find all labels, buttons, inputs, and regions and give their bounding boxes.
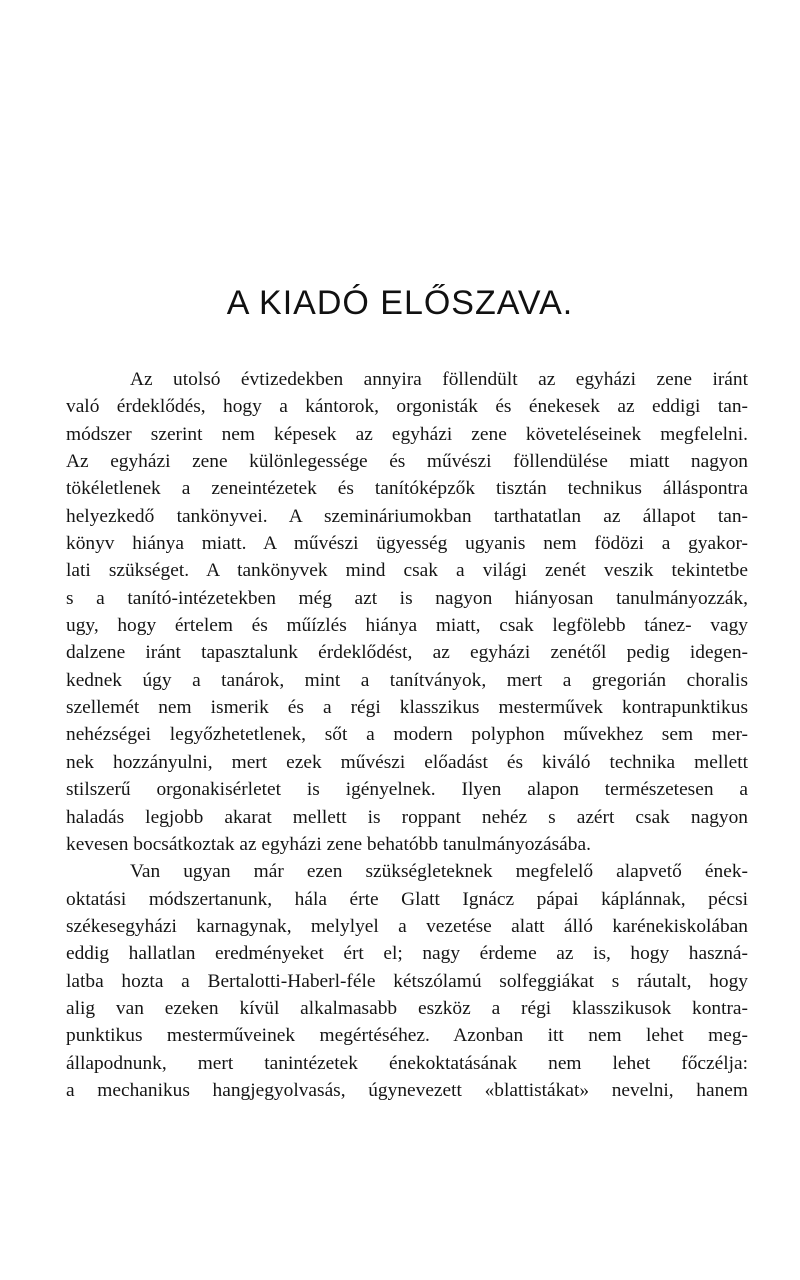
text-line: helyezkedő tankönyvei. A szemináriumokban tarthatatlan az állapot tan- — [66, 505, 748, 527]
text-line: alig van ezeken kívül alkalmasabb eszköz a régi klasszikusok kontra- — [66, 997, 748, 1019]
text-line: a mechanikus hangjegyolvasás, úgynevezett «blattistákat» nevelni, hanem — [66, 1079, 748, 1101]
text-line: kevesen bocsátkoztak az egyházi zene behatóbb tanulmányozásába. — [66, 833, 591, 855]
text-line: szellemét nem ismerik és a régi klasszikus mesterművek kontrapunktikus — [66, 697, 748, 719]
text-line: stilszerű orgonakisérletet is igényelnek. Ilyen alapon természetesen a — [66, 779, 748, 801]
body-text — [66, 366, 748, 1104]
text-line: könyv hiánya miatt. A művészi ügyesség ugyanis nem födözi a gyakor- — [66, 533, 748, 555]
text-line: nehézségei legyőzhetetlenek, sőt a modern polyphon művekhez sem mer- — [66, 724, 748, 746]
text-line: nek hozzányulni, mert ezek művészi előadást és kiváló technika mellett — [66, 751, 748, 773]
text-line: oktatási módszertanunk, hála érte Glatt Ignácz pápai káplánnak, pécsi — [66, 888, 748, 910]
paragraph-2 — [66, 858, 748, 1104]
text-line: állapodnunk, mert tanintézetek énekoktatásának nem lehet főczélja: — [66, 1052, 748, 1074]
text-line: módszer szerint nem képesek az egyházi zene követeléseinek megfelelni. — [66, 423, 748, 445]
text-line: ugy, hogy értelem és műízlés hiánya miatt, csak legfölebb tánez- vagy — [66, 615, 748, 637]
text-line: punktikus mesterműveinek megértéséhez. Azonban itt nem lehet meg- — [66, 1025, 748, 1047]
text-line: Az utolsó évtizedekben annyira föllendült az egyházi zene iránt — [130, 369, 748, 390]
text-line: székesegyházi karnagynak, melylyel a vezetése alatt álló karénekiskolában — [66, 915, 748, 937]
text-line: való érdeklődés, hogy a kántorok, orgonisták és énekesek az eddigi tan- — [66, 396, 748, 418]
text-line: kednek úgy a tanárok, mint a tanítványok, mert a gregorián choralis — [66, 669, 748, 691]
paragraph-1 — [66, 366, 748, 858]
text-line: latba hozta a Bertalotti-Haberl-féle kétszólamú solfeggiákat s ráutalt, hogy — [66, 970, 748, 992]
text-line: eddig hallatlan eredményeket ért el; nagy érdeme az is, hogy haszná- — [66, 943, 748, 965]
page-title: A KIADÓ ELŐSZAVA. — [226, 284, 574, 322]
text-line: haladás legjobb akarat mellett is roppant nehéz s azért csak nagyon — [66, 806, 748, 828]
text-line: s a tanító-intézetekben még azt is nagyon hiányosan tanulmányozzák, — [66, 587, 748, 609]
text-line: tökéletlenek a zeneintézetek és tanítóképzők tisztán technikus álláspontra — [66, 478, 748, 500]
text-line: dalzene iránt tapasztalunk érdeklődést, az egyházi zenétől pedig idegen- — [66, 642, 748, 664]
text-line: lati szükséget. A tankönyvek mind csak a világi zenét veszik tekintetbe — [66, 560, 748, 582]
text-line: Van ugyan már ezen szükségleteknek megfelelő alapvető ének- — [130, 861, 748, 883]
text-line: Az egyházi zene különlegessége és művészi föllendülése miatt nagyon — [66, 451, 748, 473]
